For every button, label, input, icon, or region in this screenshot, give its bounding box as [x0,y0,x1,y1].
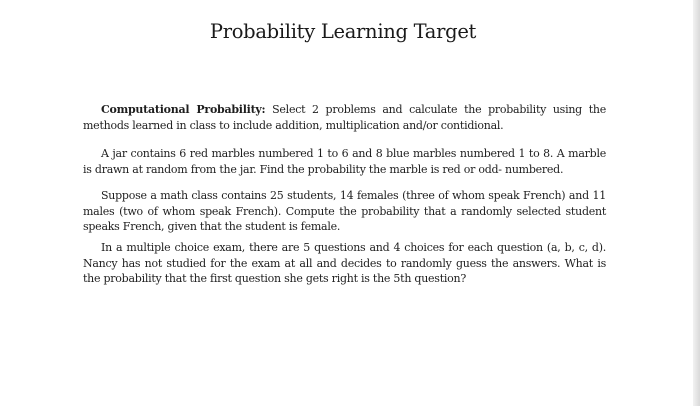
intro-paragraph [83,102,606,133]
intro-heading: Computational Probability: [101,103,266,116]
problem-1: A jar contains 6 red marbles numbered 1 to 6 and 8 blue marbles numbered 1 to 8. A marble is drawn at random from the jar. Find the probability the marble is red or odd- numbered. [83,147,606,176]
intro-text: Select 2 problems and calculate the probability using the methods learned in class to include addition, multiplication and/or contidional. [83,103,606,132]
page-edge-shadow [693,0,700,406]
problem-3: In a multiple choice exam, there are 5 questions and 4 choices for each question (a, b, c, d). Nancy has not studied for the exam at all and decides to randomly guess the answers. What is the probability that the first question she gets right is the 5th question? [83,241,606,285]
page-title: Probability Learning Target [209,20,477,43]
problem-2: Suppose a math class contains 25 students, 14 females (three of whom speak French) and 11 males (two of whom speak French). Compute the probability that a randomly selected student speaks French, given that the student is female. [83,189,606,233]
